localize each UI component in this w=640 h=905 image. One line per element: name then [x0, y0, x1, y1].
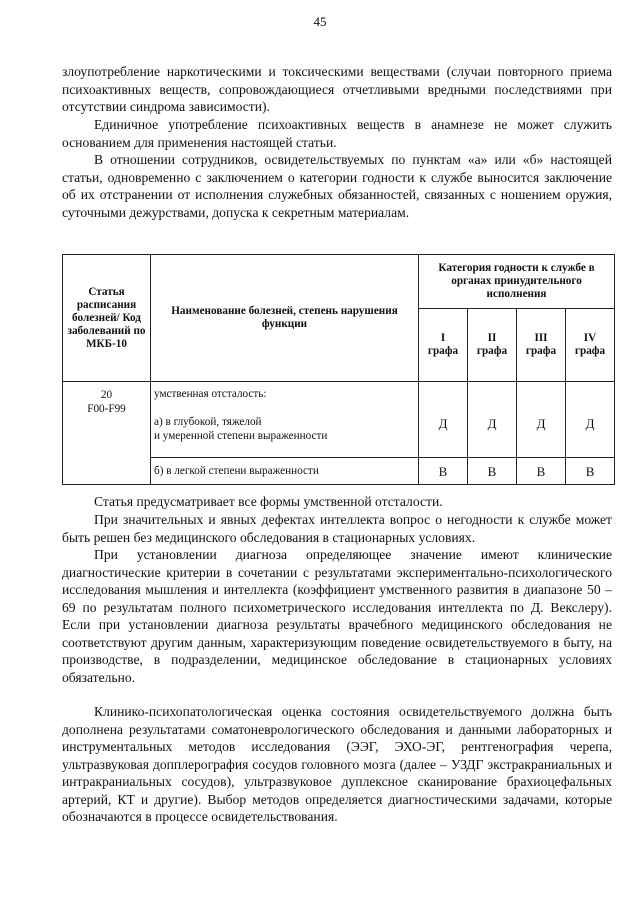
header-column-2-label: графа	[476, 345, 508, 357]
header-disease-name: Наименование болезней, степень нарушения функции	[151, 255, 419, 382]
page-number: 45	[313, 14, 327, 29]
table-row	[63, 382, 615, 458]
header-column-3-label: графа	[525, 345, 557, 357]
diseases-table	[62, 254, 615, 485]
article-number: 20	[100, 389, 113, 401]
row-a-line-1: а) в глубокой, тяжелой	[154, 416, 262, 428]
header-column-3	[517, 309, 566, 382]
row-a-value-1: Д	[419, 382, 468, 458]
disease-title: умственная отсталость:	[154, 388, 267, 400]
paragraph-diagnosis: При установлении диагноза определяющее значение имеют клинические диагностические критерии в сочетании с результатами экспериментально-психологического исследования мышления и интеллекта (коэффициент умственного развития в диапазоне 50 – 69 по результатам полного психометрического исследования интеллекта по Д. Векслеру). Если при установлении диагноза результаты врачебного медицинского обследования не соответствуют другим данным, характеризующим поведение освидетельствуемого в быту, на производстве, в подразделении, медицинское обследование в стационарных условиях обязательно.	[62, 547, 612, 685]
row-b-value-2: В	[468, 458, 517, 485]
header-column-4-number: IV	[583, 332, 597, 344]
paragraph-drug-abuse: злоупотребление наркотическими и токсическими веществами (случаи повторного приема психоактивных веществ, сопровождающиеся отчетливыми вредными последствиями при отсутствии синдрома зависимости).	[62, 64, 612, 114]
paragraph-assessment: Клинико-психопатологическая оценка состояния освидетельствуемого должна быть дополнена результатами соматоневрологического обследования и данными лабораторных и инструментальных методов исследования (ЭЭГ, ЭХО-ЭГ, рентгенография черепа, ультразвуковая допплерография сосудов головного мозга (далее – УЗДГ экстракраниальных и интракраниальных сосудов), ультразвуковое дуплексное сканирование брахиоцефальных артерий, КТ и другие). Выбор методов определяется диагностическими задачами, которые обозначаются в процессе освидетельствования.	[62, 704, 612, 824]
header-article-code: Статья расписания болезней/ Код заболеваний по МКБ-10	[63, 255, 151, 382]
row-b-text: б) в легкой степени выраженности	[151, 458, 419, 485]
row-b-value-1: В	[419, 458, 468, 485]
header-column-2-number: II	[487, 332, 497, 344]
header-column-4	[566, 309, 615, 382]
row-b-value-3: В	[517, 458, 566, 485]
header-column-1	[419, 309, 468, 382]
header-fitness-category: Категория годности к службе в органах принудительного исполнения	[419, 255, 615, 309]
row-a-value-2: Д	[468, 382, 517, 458]
row-a-value-4: Д	[566, 382, 615, 458]
row-b-value-4: В	[566, 458, 615, 485]
paragraph-significant-defects: При значительных и явных дефектах интеллекта вопрос о негодности к службе может быть решен без медицинского обследования в стационарных условиях.	[62, 512, 612, 545]
header-column-1-number: I	[440, 332, 446, 344]
article-icd-code: F00-F99	[87, 403, 126, 415]
disease-cell	[151, 382, 419, 458]
row-a-line-2: и умеренной степени выраженности	[154, 430, 328, 442]
paragraph-single-use: Единичное употребление психоактивных веществ в анамнезе не может служить основанием для применения настоящей статьи.	[62, 117, 612, 150]
paragraph-suspension: В отношении сотрудников, освидетельствуемых по пунктам «а» или «б» настоящей статьи, одновременно с заключением о категории годности к службе выносится заключение об их отстранении от исполнения служебных обязанностей, связанных с ношением оружия, суточными дежурствами, допуска к секретным материалам.	[62, 152, 612, 220]
header-column-3-number: III	[534, 332, 548, 344]
header-column-4-label: графа	[574, 345, 606, 357]
article-code-cell	[63, 382, 151, 485]
header-column-2	[468, 309, 517, 382]
paragraph-forms: Статья предусматривает все формы умственной отсталости.	[94, 494, 443, 509]
row-a-value-3: Д	[517, 382, 566, 458]
header-column-1-label: графа	[427, 345, 459, 357]
